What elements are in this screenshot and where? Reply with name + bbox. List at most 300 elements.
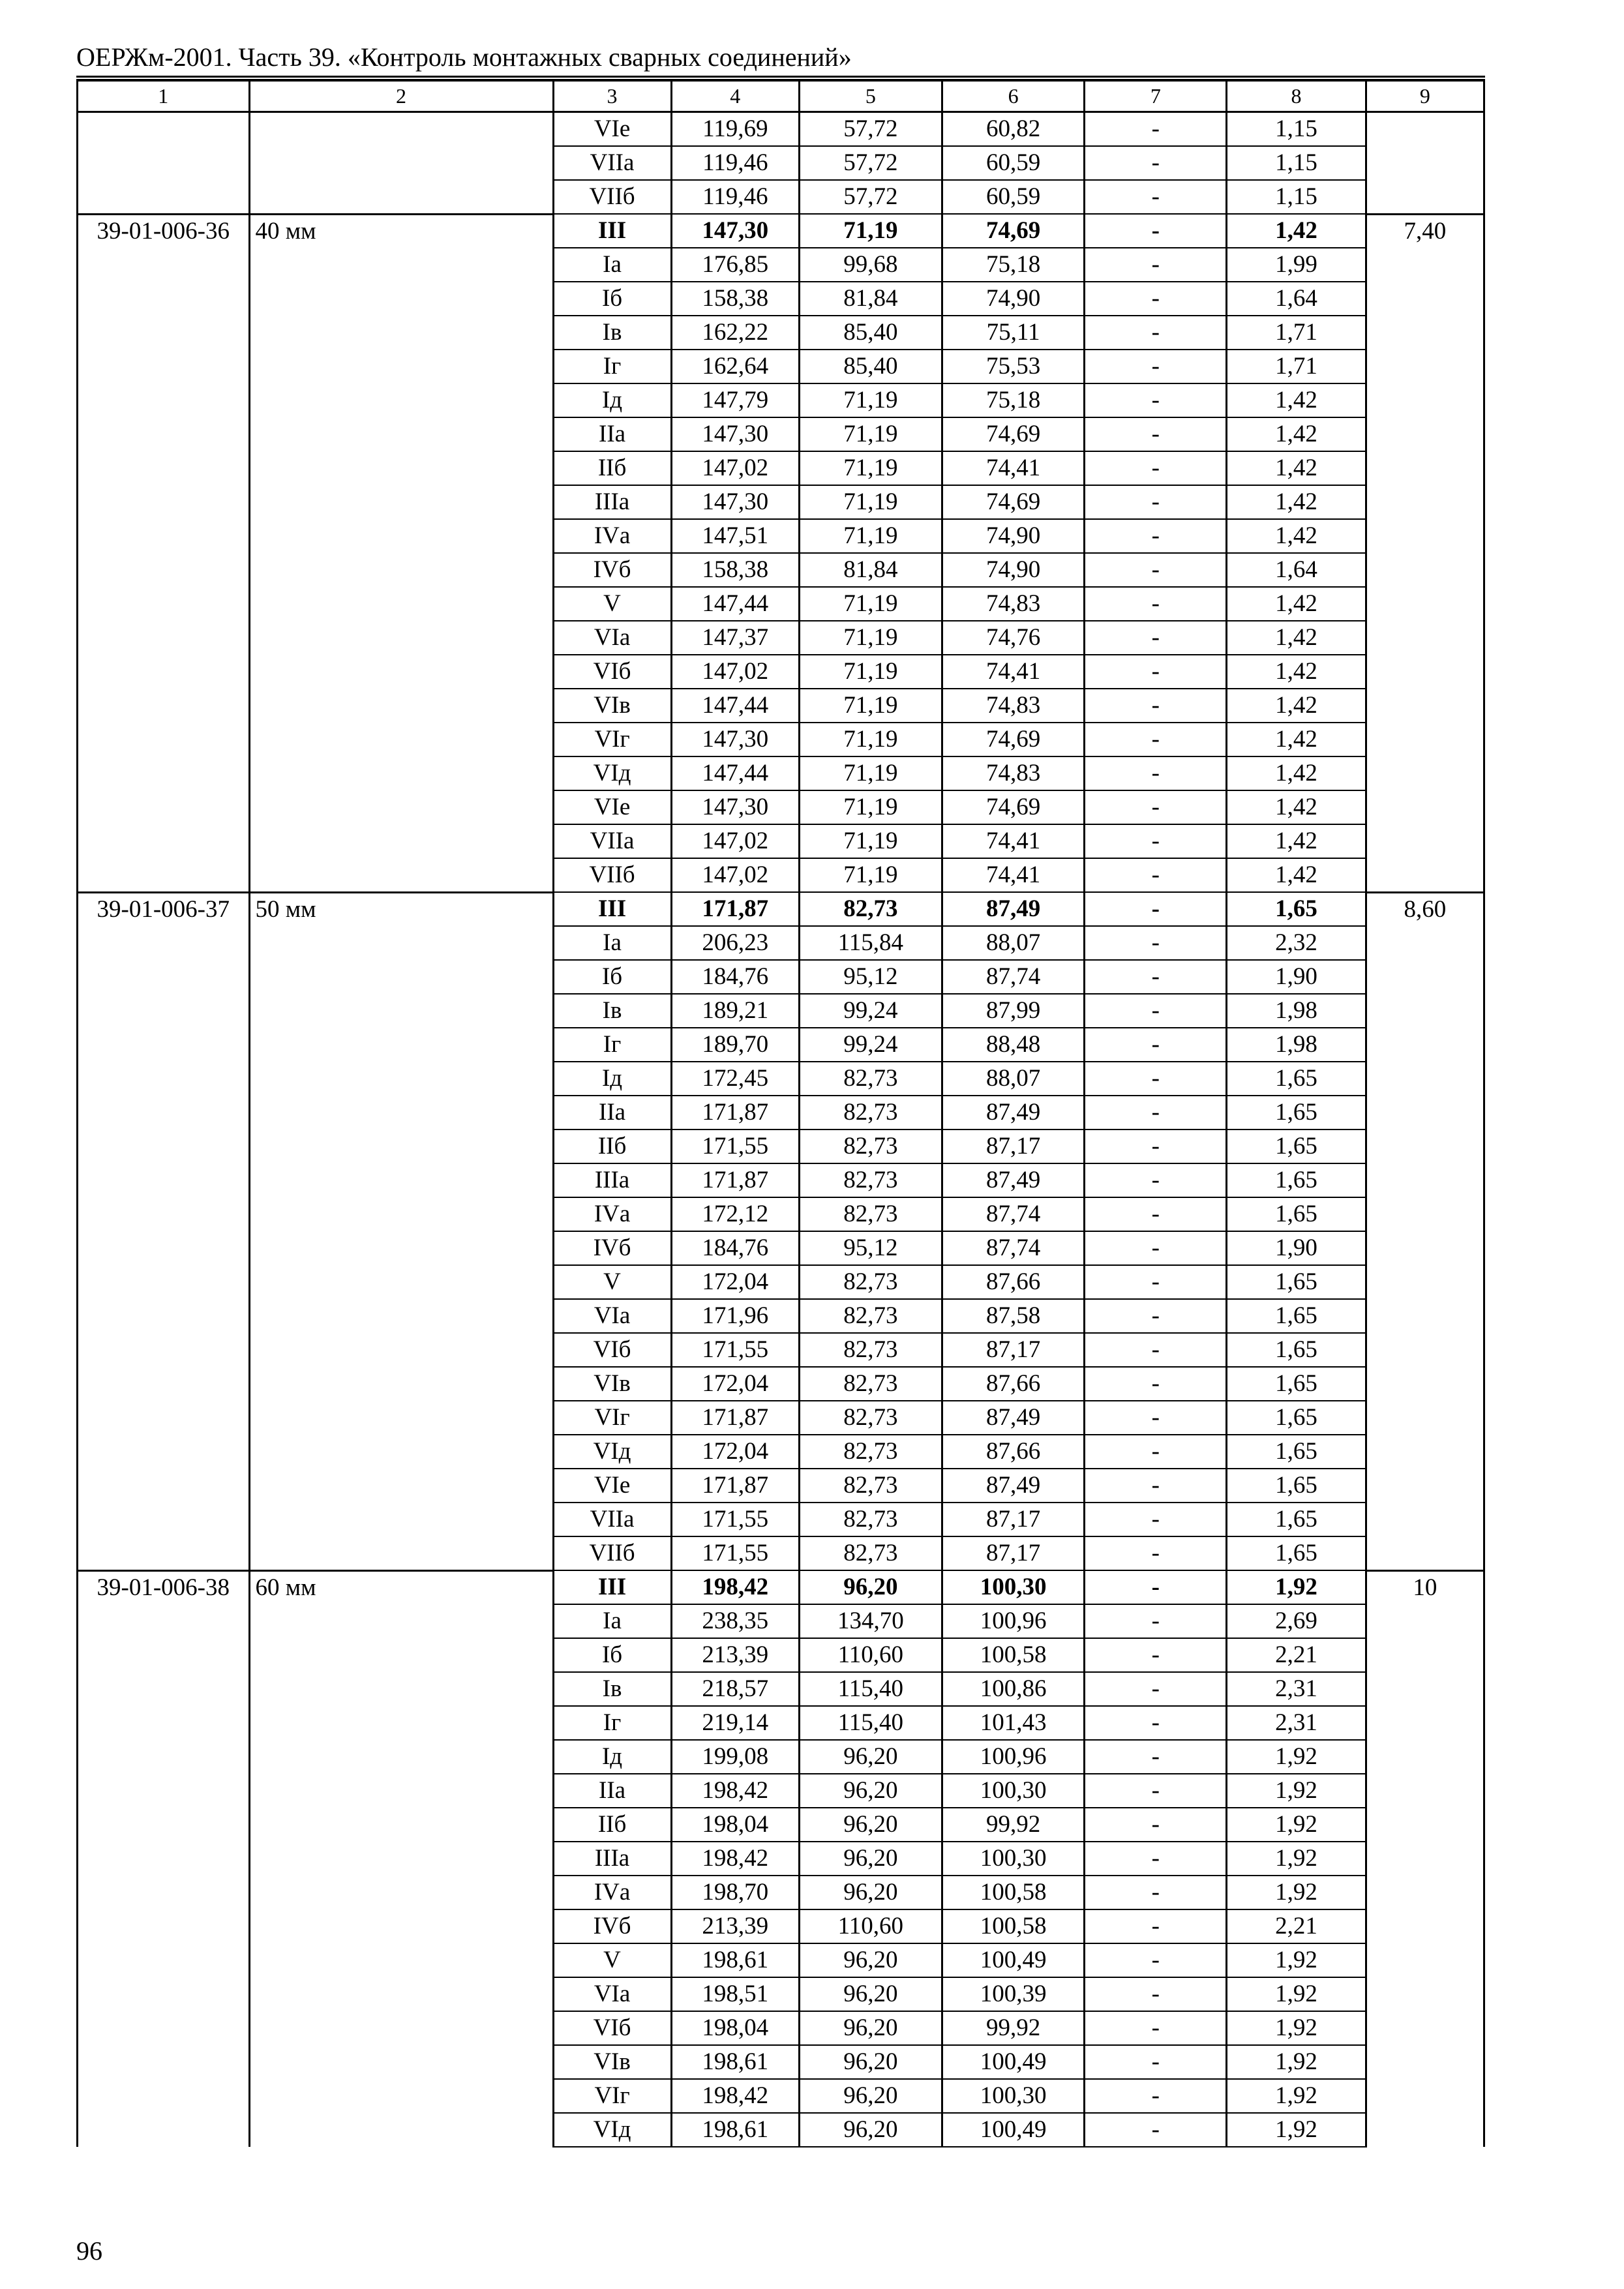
table-cell: 96,20 bbox=[799, 1876, 942, 1909]
table-cell: 1,92 bbox=[1227, 2011, 1366, 2045]
table-cell: 171,87 bbox=[671, 1401, 799, 1435]
table-cell: 87,49 bbox=[942, 1163, 1085, 1197]
table-cell: 71,19 bbox=[799, 756, 942, 790]
table-cell: 1,42 bbox=[1227, 689, 1366, 723]
table-cell: 172,12 bbox=[671, 1197, 799, 1231]
table-cell: 100,30 bbox=[942, 2079, 1085, 2113]
table-cell: 119,46 bbox=[671, 146, 799, 180]
table-cell: - bbox=[1085, 926, 1227, 960]
table-cell: - bbox=[1085, 1096, 1227, 1130]
table-cell: IVб bbox=[553, 1231, 671, 1265]
column-header: 2 bbox=[249, 80, 553, 112]
table-cell: 71,19 bbox=[799, 655, 942, 689]
table-cell: 82,73 bbox=[799, 1299, 942, 1333]
table-cell: 96,20 bbox=[799, 2079, 942, 2113]
table-cell: 172,04 bbox=[671, 1367, 799, 1401]
table-cell: 87,17 bbox=[942, 1503, 1085, 1536]
table-cell: IIб bbox=[553, 1808, 671, 1842]
table-cell: 60,59 bbox=[942, 146, 1085, 180]
table-cell: 1,42 bbox=[1227, 790, 1366, 824]
table-cell: 57,72 bbox=[799, 112, 942, 147]
table-cell: 147,30 bbox=[671, 417, 799, 451]
table-cell: - bbox=[1085, 1028, 1227, 1062]
table-cell: 2,21 bbox=[1227, 1909, 1366, 1943]
table-cell: 74,69 bbox=[942, 214, 1085, 248]
table-cell: 1,42 bbox=[1227, 621, 1366, 655]
table-cell: 74,83 bbox=[942, 756, 1085, 790]
table-cell: Iб bbox=[553, 282, 671, 316]
table-cell: - bbox=[1085, 2045, 1227, 2079]
table-cell: 57,72 bbox=[799, 146, 942, 180]
table-cell: 82,73 bbox=[799, 1435, 942, 1469]
table-cell: IIа bbox=[553, 1774, 671, 1808]
table-cell: - bbox=[1085, 1503, 1227, 1536]
table-cell: IVб bbox=[553, 1909, 671, 1943]
table-cell: 147,30 bbox=[671, 723, 799, 756]
table-cell: 75,18 bbox=[942, 248, 1085, 282]
table-cell: 74,90 bbox=[942, 519, 1085, 553]
table-cell: 1,65 bbox=[1227, 1163, 1366, 1197]
table-cell: 147,37 bbox=[671, 621, 799, 655]
table-cell: Iб bbox=[553, 960, 671, 994]
table-cell: 71,19 bbox=[799, 485, 942, 519]
table-cell: - bbox=[1085, 553, 1227, 587]
table-cell: 87,74 bbox=[942, 960, 1085, 994]
table-cell: 213,39 bbox=[671, 1638, 799, 1672]
table-cell: 119,69 bbox=[671, 112, 799, 147]
table-cell: 82,73 bbox=[799, 1333, 942, 1367]
table-cell: 100,30 bbox=[942, 1774, 1085, 1808]
table-cell: VIIб bbox=[553, 858, 671, 892]
table-cell: 172,04 bbox=[671, 1265, 799, 1299]
table-cell: VIг bbox=[553, 723, 671, 756]
table-cell: Iд bbox=[553, 1062, 671, 1096]
rate-size: 40 мм bbox=[249, 214, 553, 892]
table-cell: 199,08 bbox=[671, 1740, 799, 1774]
table-cell: 99,24 bbox=[799, 1028, 942, 1062]
table-cell: 172,04 bbox=[671, 1435, 799, 1469]
table-cell: 81,84 bbox=[799, 553, 942, 587]
table-cell: 1,99 bbox=[1227, 248, 1366, 282]
table-cell: 1,71 bbox=[1227, 350, 1366, 383]
table-cell: 171,87 bbox=[671, 1096, 799, 1130]
table-cell: - bbox=[1085, 1435, 1227, 1469]
table-cell: 71,19 bbox=[799, 723, 942, 756]
table-cell: 85,40 bbox=[799, 350, 942, 383]
table-cell: 82,73 bbox=[799, 1536, 942, 1570]
table-cell: VIд bbox=[553, 1435, 671, 1469]
table-cell: 71,19 bbox=[799, 451, 942, 485]
table-cell: 87,66 bbox=[942, 1367, 1085, 1401]
table-cell: 198,61 bbox=[671, 2113, 799, 2147]
column-header-row bbox=[78, 80, 1484, 112]
table-cell: - bbox=[1085, 417, 1227, 451]
table-cell: - bbox=[1085, 519, 1227, 553]
table-cell: 71,19 bbox=[799, 790, 942, 824]
rate-code: 39-01-006-36 bbox=[78, 214, 250, 892]
table-cell: 171,87 bbox=[671, 1469, 799, 1503]
table-cell: 87,66 bbox=[942, 1265, 1085, 1299]
table-cell: - bbox=[1085, 1706, 1227, 1740]
table-cell: 88,07 bbox=[942, 1062, 1085, 1096]
table-cell: 82,73 bbox=[799, 1401, 942, 1435]
table-cell: - bbox=[1085, 112, 1227, 147]
table-row bbox=[78, 892, 1484, 926]
table-cell: 1,92 bbox=[1227, 1774, 1366, 1808]
rate-total: 8,60 bbox=[1366, 892, 1484, 1570]
table-cell: 115,40 bbox=[799, 1672, 942, 1706]
table-cell: 1,65 bbox=[1227, 892, 1366, 926]
table-cell: 74,76 bbox=[942, 621, 1085, 655]
table-cell: IIIа bbox=[553, 1163, 671, 1197]
table-cell: - bbox=[1085, 451, 1227, 485]
table-cell: VIг bbox=[553, 2079, 671, 2113]
table-cell: 75,18 bbox=[942, 383, 1085, 417]
table-cell: 100,96 bbox=[942, 1740, 1085, 1774]
table-cell: 1,15 bbox=[1227, 146, 1366, 180]
table-cell: - bbox=[1085, 1808, 1227, 1842]
table-cell: 74,83 bbox=[942, 587, 1085, 621]
table-cell: 1,42 bbox=[1227, 655, 1366, 689]
table-cell: 87,17 bbox=[942, 1333, 1085, 1367]
table-cell: 1,65 bbox=[1227, 1435, 1366, 1469]
table-row bbox=[78, 1570, 1484, 1604]
table-cell: 71,19 bbox=[799, 621, 942, 655]
table-cell: 1,42 bbox=[1227, 383, 1366, 417]
table-cell: 96,20 bbox=[799, 1977, 942, 2011]
table-cell: 96,20 bbox=[799, 1808, 942, 1842]
table-cell: - bbox=[1085, 1469, 1227, 1503]
table-cell: 1,92 bbox=[1227, 1842, 1366, 1876]
table-cell: 87,58 bbox=[942, 1299, 1085, 1333]
table-cell: 71,19 bbox=[799, 519, 942, 553]
table-cell: VIе bbox=[553, 1469, 671, 1503]
table-cell: 87,49 bbox=[942, 1469, 1085, 1503]
table-cell: 147,44 bbox=[671, 756, 799, 790]
table-cell: 100,58 bbox=[942, 1909, 1085, 1943]
table-cell: 100,49 bbox=[942, 1943, 1085, 1977]
table-cell: - bbox=[1085, 960, 1227, 994]
table-cell: 82,73 bbox=[799, 1197, 942, 1231]
table-cell: IVб bbox=[553, 553, 671, 587]
column-header: 6 bbox=[942, 80, 1085, 112]
column-header: 1 bbox=[78, 80, 250, 112]
table-cell: VIб bbox=[553, 655, 671, 689]
table-cell: V bbox=[553, 587, 671, 621]
table-cell: - bbox=[1085, 1401, 1227, 1435]
table-cell: 1,65 bbox=[1227, 1503, 1366, 1536]
table-cell: 1,64 bbox=[1227, 282, 1366, 316]
table-cell: 100,58 bbox=[942, 1638, 1085, 1672]
table-cell: 176,85 bbox=[671, 248, 799, 282]
table-cell: 110,60 bbox=[799, 1909, 942, 1943]
table-cell: - bbox=[1085, 1333, 1227, 1367]
table-row bbox=[78, 112, 1484, 147]
table-cell: Iд bbox=[553, 1740, 671, 1774]
table-cell: IIа bbox=[553, 1096, 671, 1130]
table-cell: - bbox=[1085, 1197, 1227, 1231]
table-cell: 74,90 bbox=[942, 282, 1085, 316]
table-cell: 1,92 bbox=[1227, 1977, 1366, 2011]
table-cell: - bbox=[1085, 655, 1227, 689]
table-cell: 1,92 bbox=[1227, 1570, 1366, 1604]
rate-size: 50 мм bbox=[249, 892, 553, 1570]
table-cell: VIа bbox=[553, 1977, 671, 2011]
table-cell: 189,70 bbox=[671, 1028, 799, 1062]
table-cell: - bbox=[1085, 1130, 1227, 1163]
table-cell: V bbox=[553, 1265, 671, 1299]
table-cell: 60,82 bbox=[942, 112, 1085, 147]
table-cell: 87,74 bbox=[942, 1197, 1085, 1231]
table-cell: 198,42 bbox=[671, 1842, 799, 1876]
table-cell: 198,61 bbox=[671, 2045, 799, 2079]
table-cell: 74,69 bbox=[942, 485, 1085, 519]
table-cell: 2,21 bbox=[1227, 1638, 1366, 1672]
table-cell: 87,17 bbox=[942, 1536, 1085, 1570]
table-cell: VIIб bbox=[553, 180, 671, 214]
table-cell: VIIа bbox=[553, 146, 671, 180]
table-cell: - bbox=[1085, 621, 1227, 655]
table-cell: 85,40 bbox=[799, 316, 942, 350]
table-cell: 1,65 bbox=[1227, 1367, 1366, 1401]
table-cell: 99,68 bbox=[799, 248, 942, 282]
table-cell: 71,19 bbox=[799, 417, 942, 451]
table-cell: IVа bbox=[553, 519, 671, 553]
table-cell: 75,53 bbox=[942, 350, 1085, 383]
column-header: 9 bbox=[1366, 80, 1484, 112]
table-cell: 147,02 bbox=[671, 451, 799, 485]
table-cell: VIIб bbox=[553, 1536, 671, 1570]
rate-code: 39-01-006-37 bbox=[78, 892, 250, 1570]
table-cell: IIб bbox=[553, 451, 671, 485]
table-cell: 101,43 bbox=[942, 1706, 1085, 1740]
table-cell: Iг bbox=[553, 350, 671, 383]
table-cell: 189,21 bbox=[671, 994, 799, 1028]
table-cell: - bbox=[1085, 824, 1227, 858]
table-cell: 71,19 bbox=[799, 858, 942, 892]
table-cell: III bbox=[553, 1570, 671, 1604]
table-cell: - bbox=[1085, 214, 1227, 248]
column-header: 8 bbox=[1227, 80, 1366, 112]
table-cell: 213,39 bbox=[671, 1909, 799, 1943]
table-cell: 115,40 bbox=[799, 1706, 942, 1740]
table-cell: 1,65 bbox=[1227, 1096, 1366, 1130]
table-cell: 74,69 bbox=[942, 723, 1085, 756]
table-cell: 1,65 bbox=[1227, 1299, 1366, 1333]
table-cell: 99,24 bbox=[799, 994, 942, 1028]
table-cell: Iа bbox=[553, 1604, 671, 1638]
table-cell: IIIа bbox=[553, 485, 671, 519]
table-cell: 162,22 bbox=[671, 316, 799, 350]
table-cell: 238,35 bbox=[671, 1604, 799, 1638]
table-cell: 1,92 bbox=[1227, 1740, 1366, 1774]
table-cell: 147,44 bbox=[671, 587, 799, 621]
table-cell: 147,02 bbox=[671, 824, 799, 858]
table-cell: IIа bbox=[553, 417, 671, 451]
table-cell: 1,65 bbox=[1227, 1401, 1366, 1435]
table-cell: Iв bbox=[553, 1672, 671, 1706]
table-cell: 74,90 bbox=[942, 553, 1085, 587]
table-cell: 1,92 bbox=[1227, 1808, 1366, 1842]
table-cell: 1,65 bbox=[1227, 1197, 1366, 1231]
table-cell: VIб bbox=[553, 2011, 671, 2045]
table-cell: 57,72 bbox=[799, 180, 942, 214]
table-cell: Iа bbox=[553, 248, 671, 282]
table-cell: 134,70 bbox=[799, 1604, 942, 1638]
table-cell: IVа bbox=[553, 1876, 671, 1909]
table-cell: VIв bbox=[553, 2045, 671, 2079]
table-cell: 1,90 bbox=[1227, 960, 1366, 994]
table-cell: 147,30 bbox=[671, 485, 799, 519]
table-cell: Iг bbox=[553, 1028, 671, 1062]
table-cell: 87,99 bbox=[942, 994, 1085, 1028]
table-cell: - bbox=[1085, 1062, 1227, 1096]
table-cell: 96,20 bbox=[799, 1740, 942, 1774]
table-cell: 158,38 bbox=[671, 553, 799, 587]
table-cell: 184,76 bbox=[671, 1231, 799, 1265]
table-cell: 147,30 bbox=[671, 790, 799, 824]
table-cell: 100,86 bbox=[942, 1672, 1085, 1706]
table-cell: 96,20 bbox=[799, 2011, 942, 2045]
table-cell: VIIа bbox=[553, 1503, 671, 1536]
table-cell: VIг bbox=[553, 1401, 671, 1435]
table-cell: Iг bbox=[553, 1706, 671, 1740]
table-cell: 1,92 bbox=[1227, 1876, 1366, 1909]
table-cell: - bbox=[1085, 1774, 1227, 1808]
table-cell: - bbox=[1085, 1876, 1227, 1909]
table-cell: 71,19 bbox=[799, 214, 942, 248]
table-cell: IVа bbox=[553, 1197, 671, 1231]
table-cell: 95,12 bbox=[799, 960, 942, 994]
table-cell: 100,96 bbox=[942, 1604, 1085, 1638]
table-cell: 100,58 bbox=[942, 1876, 1085, 1909]
table-cell: 171,87 bbox=[671, 1163, 799, 1197]
table-cell: 218,57 bbox=[671, 1672, 799, 1706]
table-cell: 96,20 bbox=[799, 2045, 942, 2079]
table-cell: IIIа bbox=[553, 1842, 671, 1876]
table-row bbox=[78, 214, 1484, 248]
table-cell: - bbox=[1085, 1842, 1227, 1876]
table-cell: - bbox=[1085, 587, 1227, 621]
table-cell: 82,73 bbox=[799, 1096, 942, 1130]
column-header: 5 bbox=[799, 80, 942, 112]
table-cell: 74,69 bbox=[942, 417, 1085, 451]
table-cell: 171,55 bbox=[671, 1503, 799, 1536]
table-cell: Iв bbox=[553, 994, 671, 1028]
table-cell: 198,70 bbox=[671, 1876, 799, 1909]
table-cell: - bbox=[1085, 1740, 1227, 1774]
table-cell: - bbox=[1085, 2113, 1227, 2147]
table-cell: Iд bbox=[553, 383, 671, 417]
table-cell: 71,19 bbox=[799, 824, 942, 858]
table-cell: 82,73 bbox=[799, 1469, 942, 1503]
table-cell: - bbox=[1085, 1536, 1227, 1570]
table-cell: 198,42 bbox=[671, 2079, 799, 2113]
table-cell: 2,69 bbox=[1227, 1604, 1366, 1638]
table-cell: - bbox=[1085, 180, 1227, 214]
table-cell: III bbox=[553, 214, 671, 248]
table-cell: - bbox=[1085, 1570, 1227, 1604]
table-cell: 74,41 bbox=[942, 858, 1085, 892]
table-cell: 82,73 bbox=[799, 1367, 942, 1401]
table-cell: 171,55 bbox=[671, 1333, 799, 1367]
table-cell: 147,02 bbox=[671, 858, 799, 892]
table-cell: 88,48 bbox=[942, 1028, 1085, 1062]
table-cell: - bbox=[1085, 2079, 1227, 2113]
table-cell: 1,64 bbox=[1227, 553, 1366, 587]
table-cell: 147,79 bbox=[671, 383, 799, 417]
table-cell: VIа bbox=[553, 621, 671, 655]
table-cell: 198,04 bbox=[671, 2011, 799, 2045]
table-cell: 96,20 bbox=[799, 1842, 942, 1876]
rate-total bbox=[1366, 112, 1484, 215]
table-cell: 87,74 bbox=[942, 1231, 1085, 1265]
table-cell: 1,65 bbox=[1227, 1265, 1366, 1299]
table-cell: 82,73 bbox=[799, 892, 942, 926]
table-cell: - bbox=[1085, 282, 1227, 316]
table-cell: 1,42 bbox=[1227, 824, 1366, 858]
table-cell: 1,15 bbox=[1227, 112, 1366, 147]
table-cell: VIб bbox=[553, 1333, 671, 1367]
table-cell: 2,31 bbox=[1227, 1672, 1366, 1706]
table-cell: 158,38 bbox=[671, 282, 799, 316]
table-cell: IIб bbox=[553, 1130, 671, 1163]
table-cell: 1,90 bbox=[1227, 1231, 1366, 1265]
table-cell: 1,42 bbox=[1227, 485, 1366, 519]
table-cell: 171,55 bbox=[671, 1536, 799, 1570]
table-body bbox=[78, 80, 1484, 2147]
table-cell: 1,42 bbox=[1227, 417, 1366, 451]
rate-total: 7,40 bbox=[1366, 214, 1484, 892]
table-cell: 100,49 bbox=[942, 2113, 1085, 2147]
table-cell: 110,60 bbox=[799, 1638, 942, 1672]
table-cell: 82,73 bbox=[799, 1503, 942, 1536]
column-header: 4 bbox=[671, 80, 799, 112]
table-cell: - bbox=[1085, 892, 1227, 926]
table-cell: 87,17 bbox=[942, 1130, 1085, 1163]
table-cell: - bbox=[1085, 1977, 1227, 2011]
table-cell: - bbox=[1085, 1638, 1227, 1672]
table-cell: 1,42 bbox=[1227, 519, 1366, 553]
table-cell: 87,49 bbox=[942, 1096, 1085, 1130]
table-cell: 1,42 bbox=[1227, 451, 1366, 485]
table-cell: - bbox=[1085, 2011, 1227, 2045]
table-cell: - bbox=[1085, 248, 1227, 282]
table-cell: 1,92 bbox=[1227, 2079, 1366, 2113]
page-number: 96 bbox=[76, 2236, 102, 2266]
column-header: 3 bbox=[553, 80, 671, 112]
table-cell: 1,98 bbox=[1227, 994, 1366, 1028]
table-cell: III bbox=[553, 892, 671, 926]
table-cell: - bbox=[1085, 1367, 1227, 1401]
column-header: 7 bbox=[1085, 80, 1227, 112]
table-cell: 1,42 bbox=[1227, 723, 1366, 756]
table-cell: 74,41 bbox=[942, 655, 1085, 689]
document-title: ОЕРЖм-2001. Часть 39. «Контроль монтажных сварных соединений» bbox=[76, 42, 852, 72]
table-cell: 198,04 bbox=[671, 1808, 799, 1842]
rates-table bbox=[76, 79, 1485, 2147]
table-cell: 1,42 bbox=[1227, 587, 1366, 621]
table-cell: 1,92 bbox=[1227, 2113, 1366, 2147]
table-cell: - bbox=[1085, 1299, 1227, 1333]
table-cell: 198,51 bbox=[671, 1977, 799, 2011]
table-cell: 171,96 bbox=[671, 1299, 799, 1333]
page-header bbox=[76, 39, 1485, 82]
table-cell: - bbox=[1085, 994, 1227, 1028]
table-cell: 147,30 bbox=[671, 214, 799, 248]
table-cell: 82,73 bbox=[799, 1062, 942, 1096]
table-cell: Iб bbox=[553, 1638, 671, 1672]
